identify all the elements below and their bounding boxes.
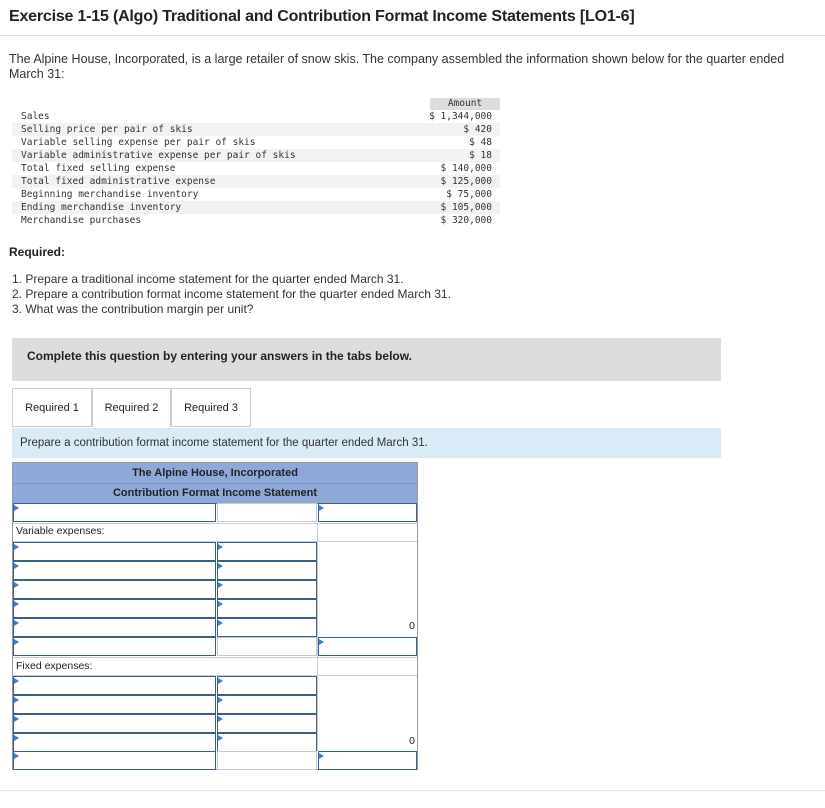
statement-label-input[interactable] — [13, 695, 216, 714]
info-row-amount: $ 420 — [463, 124, 492, 135]
instruction-text: Complete this question by entering your answers in the tabs below. — [27, 349, 412, 363]
info-row-amount: $ 320,000 — [440, 215, 492, 226]
statement-amount-input[interactable] — [318, 503, 417, 522]
statement-amount-input[interactable] — [318, 637, 417, 656]
statement-label-input[interactable] — [13, 751, 216, 770]
tab-required-3[interactable]: Required 3 — [171, 388, 251, 427]
fixed-expenses-total: 0 — [409, 735, 415, 747]
statement-title: Contribution Format Income Statement — [13, 483, 417, 504]
info-table — [12, 98, 500, 227]
info-row-label: Beginning merchandise inventory — [21, 189, 199, 200]
required-item: 3. What was the contribution margin per unit? — [12, 302, 254, 316]
statement-amount-input[interactable] — [318, 751, 417, 770]
variable-expenses-total: 0 — [409, 620, 415, 632]
info-row-amount: $ 105,000 — [440, 202, 492, 213]
info-row-label: Total fixed selling expense — [21, 163, 176, 174]
statement-blank-cell — [217, 751, 317, 770]
info-row-amount: $ 125,000 — [440, 176, 492, 187]
statement-label-input[interactable] — [13, 580, 216, 599]
info-row — [12, 123, 500, 136]
prompt-text: Prepare a contribution format income statement for the quarter ended March 31. — [20, 437, 428, 449]
info-row — [12, 188, 500, 201]
statement-amount-input[interactable] — [217, 714, 317, 733]
info-row — [12, 214, 500, 227]
info-row-label: Variable administrative expense per pair of skis — [21, 150, 296, 161]
required-heading: Required: — [9, 245, 66, 259]
info-row — [12, 149, 500, 162]
info-row-label: Variable selling expense per pair of skis — [21, 137, 256, 148]
info-row-amount: $ 48 — [469, 137, 492, 148]
statement-label-input[interactable] — [13, 714, 216, 733]
info-row — [12, 162, 500, 175]
info-row-label: Ending merchandise inventory — [21, 202, 182, 213]
info-row-amount: $ 1,344,000 — [429, 111, 492, 122]
required-item: 1. Prepare a traditional income statement for the quarter ended March 31. — [12, 272, 404, 286]
page-title: Exercise 1-15 (Algo) Traditional and Contribution Format Income Statements [LO1-6] — [9, 8, 635, 25]
statement-label-input[interactable] — [13, 637, 216, 656]
info-row-label: Total fixed administrative expense — [21, 176, 216, 187]
info-row — [12, 201, 500, 214]
statement-company: The Alpine House, Incorporated — [13, 463, 417, 483]
statement-label-input[interactable] — [13, 618, 216, 637]
info-row-amount: $ 140,000 — [440, 163, 492, 174]
info-row-amount: $ 18 — [469, 150, 492, 161]
info-row-label: Sales — [21, 111, 50, 122]
statement-blank-cell — [217, 503, 317, 522]
tab-required-2[interactable]: Required 2 — [92, 388, 171, 427]
statement-label-input[interactable] — [13, 733, 216, 752]
amount-header: Amount — [430, 98, 500, 110]
required-list — [12, 272, 451, 317]
statement-label-input[interactable] — [13, 542, 216, 561]
info-row — [12, 110, 500, 123]
statement-label-input[interactable] — [13, 561, 216, 580]
statement-amount-input[interactable] — [217, 561, 317, 580]
statement-label-input[interactable] — [13, 503, 216, 522]
statement-amount-input[interactable] — [217, 676, 317, 695]
statement-amount-input[interactable] — [217, 618, 317, 637]
income-statement-form — [12, 462, 418, 770]
statement-blank-cell — [217, 637, 317, 656]
statement-amount-input[interactable] — [217, 599, 317, 618]
required-item: 2. Prepare a contribution format income statement for the quarter ended March 31. — [12, 287, 451, 301]
statement-label-input[interactable] — [13, 599, 216, 618]
variable-expenses-label: Variable expenses: — [16, 525, 105, 537]
tab-required-1[interactable]: Required 1 — [12, 388, 92, 427]
statement-amount-input[interactable] — [217, 695, 317, 714]
tab-prompt — [12, 428, 721, 458]
statement-amount-input[interactable] — [217, 580, 317, 599]
title-divider — [0, 35, 825, 36]
fixed-expenses-label: Fixed expenses: — [16, 660, 93, 672]
statement-amount-input[interactable] — [217, 542, 317, 561]
info-row-label: Merchandise purchases — [21, 215, 142, 226]
info-row-amount: $ 75,000 — [446, 189, 492, 200]
info-row — [12, 175, 500, 188]
footer-divider — [0, 790, 825, 791]
statement-amount-input[interactable] — [217, 733, 317, 752]
intro-text: The Alpine House, Incorporated, is a large retailer of snow skis. The company assembled the information shown below for the quarter ended March 31: — [9, 52, 785, 81]
info-row-label: Selling price per pair of skis — [21, 124, 193, 135]
statement-label-input[interactable] — [13, 676, 216, 695]
info-row — [12, 136, 500, 149]
instruction-banner — [12, 338, 721, 381]
